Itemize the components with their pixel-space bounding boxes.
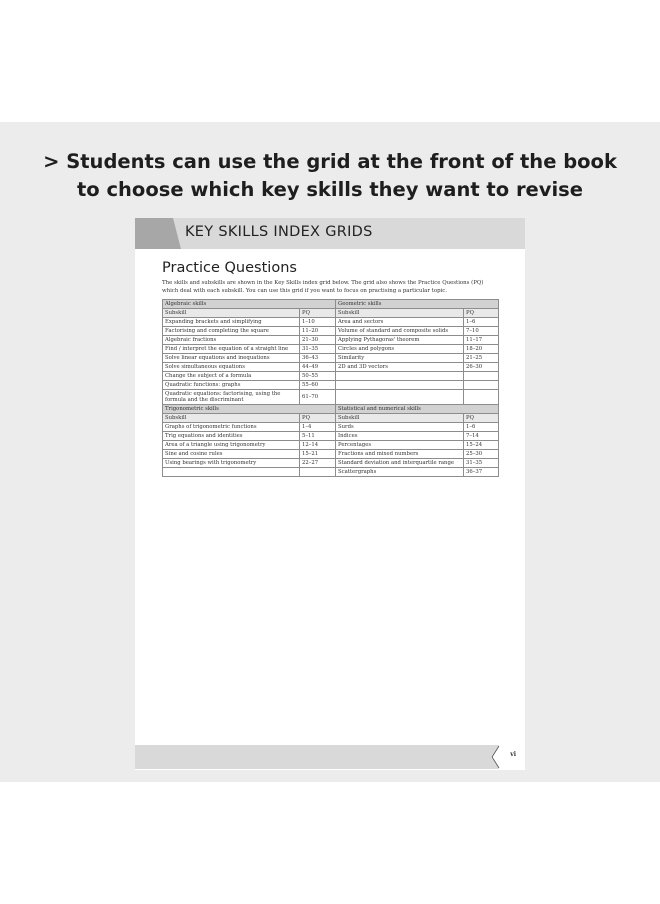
subskill-cell: Circles and polygons [336,345,464,354]
subskill-column-header: Subskill [163,309,300,318]
headline-line-2: to choose which key skills they want to revise [76,178,584,201]
subskill-cell [163,468,300,477]
table-row [163,468,499,477]
pq-cell: 50–55 [300,372,336,381]
pq-cell: 15–24 [464,441,499,450]
table-row [163,459,499,468]
page-number: vi [510,751,516,758]
pq-cell: 25–30 [464,450,499,459]
pq-column-header: PQ [464,414,499,423]
page-footer [135,745,525,769]
category-header-left: Trigonometric skills [163,405,336,414]
pq-cell: 21–25 [464,354,499,363]
subskill-cell: Volume of standard and composite solids [336,327,464,336]
category-row [163,300,499,309]
pq-cell: 22–27 [300,459,336,468]
subskill-cell: Scattergraphs [336,468,464,477]
table-row [163,318,499,327]
subskill-cell [336,390,464,405]
table-row [163,432,499,441]
table-row [163,336,499,345]
pq-cell: 36–37 [464,468,499,477]
pq-cell: 12–14 [300,441,336,450]
subskill-cell: Standard deviation and interquartile range [336,459,464,468]
pq-cell: 1–10 [300,318,336,327]
pq-cell: 7–10 [464,327,499,336]
table-row [163,345,499,354]
subskill-cell: Solve linear equations and inequations [163,354,300,363]
subskill-cell [336,381,464,390]
table-row [163,381,499,390]
subskill-cell: Change the subject of a formula [163,372,300,381]
subskill-cell: 2D and 3D vectors [336,363,464,372]
pq-column-header: PQ [300,309,336,318]
pq-cell: 36–43 [300,354,336,363]
pq-cell: 11–17 [464,336,499,345]
headline-line-1: > Students can use the grid at the front of the book [43,150,617,173]
pq-cell [464,381,499,390]
pq-column-header: PQ [300,414,336,423]
pq-cell: 44–49 [300,363,336,372]
pq-cell: 7–14 [464,432,499,441]
subskill-cell: Quadratic functions: graphs [163,381,300,390]
subskill-cell: Applying Pythagoras' theorem [336,336,464,345]
subskill-cell [336,372,464,381]
table-row [163,354,499,363]
subskill-cell: Area of a triangle using trigonometry [163,441,300,450]
grid-body [163,300,499,477]
pq-cell: 55–60 [300,381,336,390]
subskill-cell: Fractions and mixed numbers [336,450,464,459]
page-header [135,218,525,249]
pq-cell [464,372,499,381]
table-row [163,423,499,432]
category-header-right: Geometric skills [336,300,499,309]
pq-cell: 1–4 [300,423,336,432]
category-header-right: Statistical and numerical skills [336,405,499,414]
subskill-cell: Solve simultaneous equations [163,363,300,372]
pq-cell: 1–6 [464,318,499,327]
key-skills-grid [162,299,499,477]
pq-cell: 31–35 [300,345,336,354]
subskill-cell: Factorising and completing the square [163,327,300,336]
subskill-cell: Similarity [336,354,464,363]
subskill-cell: Trig equations and identities [163,432,300,441]
pq-cell [300,468,336,477]
subskill-cell: Indices [336,432,464,441]
section-title: Practice Questions [162,260,297,276]
header-tab-shape [135,218,181,249]
table-row [163,327,499,336]
column-header-row [163,309,499,318]
pq-cell: 26–30 [464,363,499,372]
category-header-left: Algebraic skills [163,300,336,309]
headline [0,148,660,204]
pq-column-header: PQ [464,309,499,318]
pq-cell: 5–11 [300,432,336,441]
subskill-column-header: Subskill [163,414,300,423]
pq-cell: 21–30 [300,336,336,345]
page-header-title: KEY SKILLS INDEX GRIDS [185,224,373,240]
book-page [135,218,525,770]
subskill-cell: Quadratic equations: factorising, using the formula and the discriminant [163,390,300,405]
intro-paragraph: The skills and subskills are shown in the Key Skills index grid below. The grid also shows the Practice Questions (PQ) which deal with each subskill. You can use this grid if you want to focus on practising a particular topic. [162,280,484,294]
subskill-cell: Expanding brackets and simplifying [163,318,300,327]
column-header-row [163,414,499,423]
table-row [163,390,499,405]
subskill-cell: Area and sectors [336,318,464,327]
pq-cell: 11–20 [300,327,336,336]
subskill-cell: Surds [336,423,464,432]
table-row [163,372,499,381]
subskill-cell: Find / interpret the equation of a straight line [163,345,300,354]
subskill-cell: Graphs of trigonometric functions [163,423,300,432]
subskill-cell: Percentages [336,441,464,450]
pq-cell: 31–35 [464,459,499,468]
pq-cell: 1–6 [464,423,499,432]
subskill-cell: Sine and cosine rules [163,450,300,459]
subskill-column-header: Subskill [336,309,464,318]
pq-cell [464,390,499,405]
table-row [163,441,499,450]
subskill-column-header: Subskill [336,414,464,423]
subskill-cell: Using bearings with trigonometry [163,459,300,468]
table-row [163,363,499,372]
pq-cell: 18–20 [464,345,499,354]
category-row [163,405,499,414]
pq-cell: 15–21 [300,450,336,459]
subskill-cell: Algebraic fractions [163,336,300,345]
table-row [163,450,499,459]
pq-cell: 61–70 [300,390,336,405]
footer-tab-shape [491,745,525,769]
